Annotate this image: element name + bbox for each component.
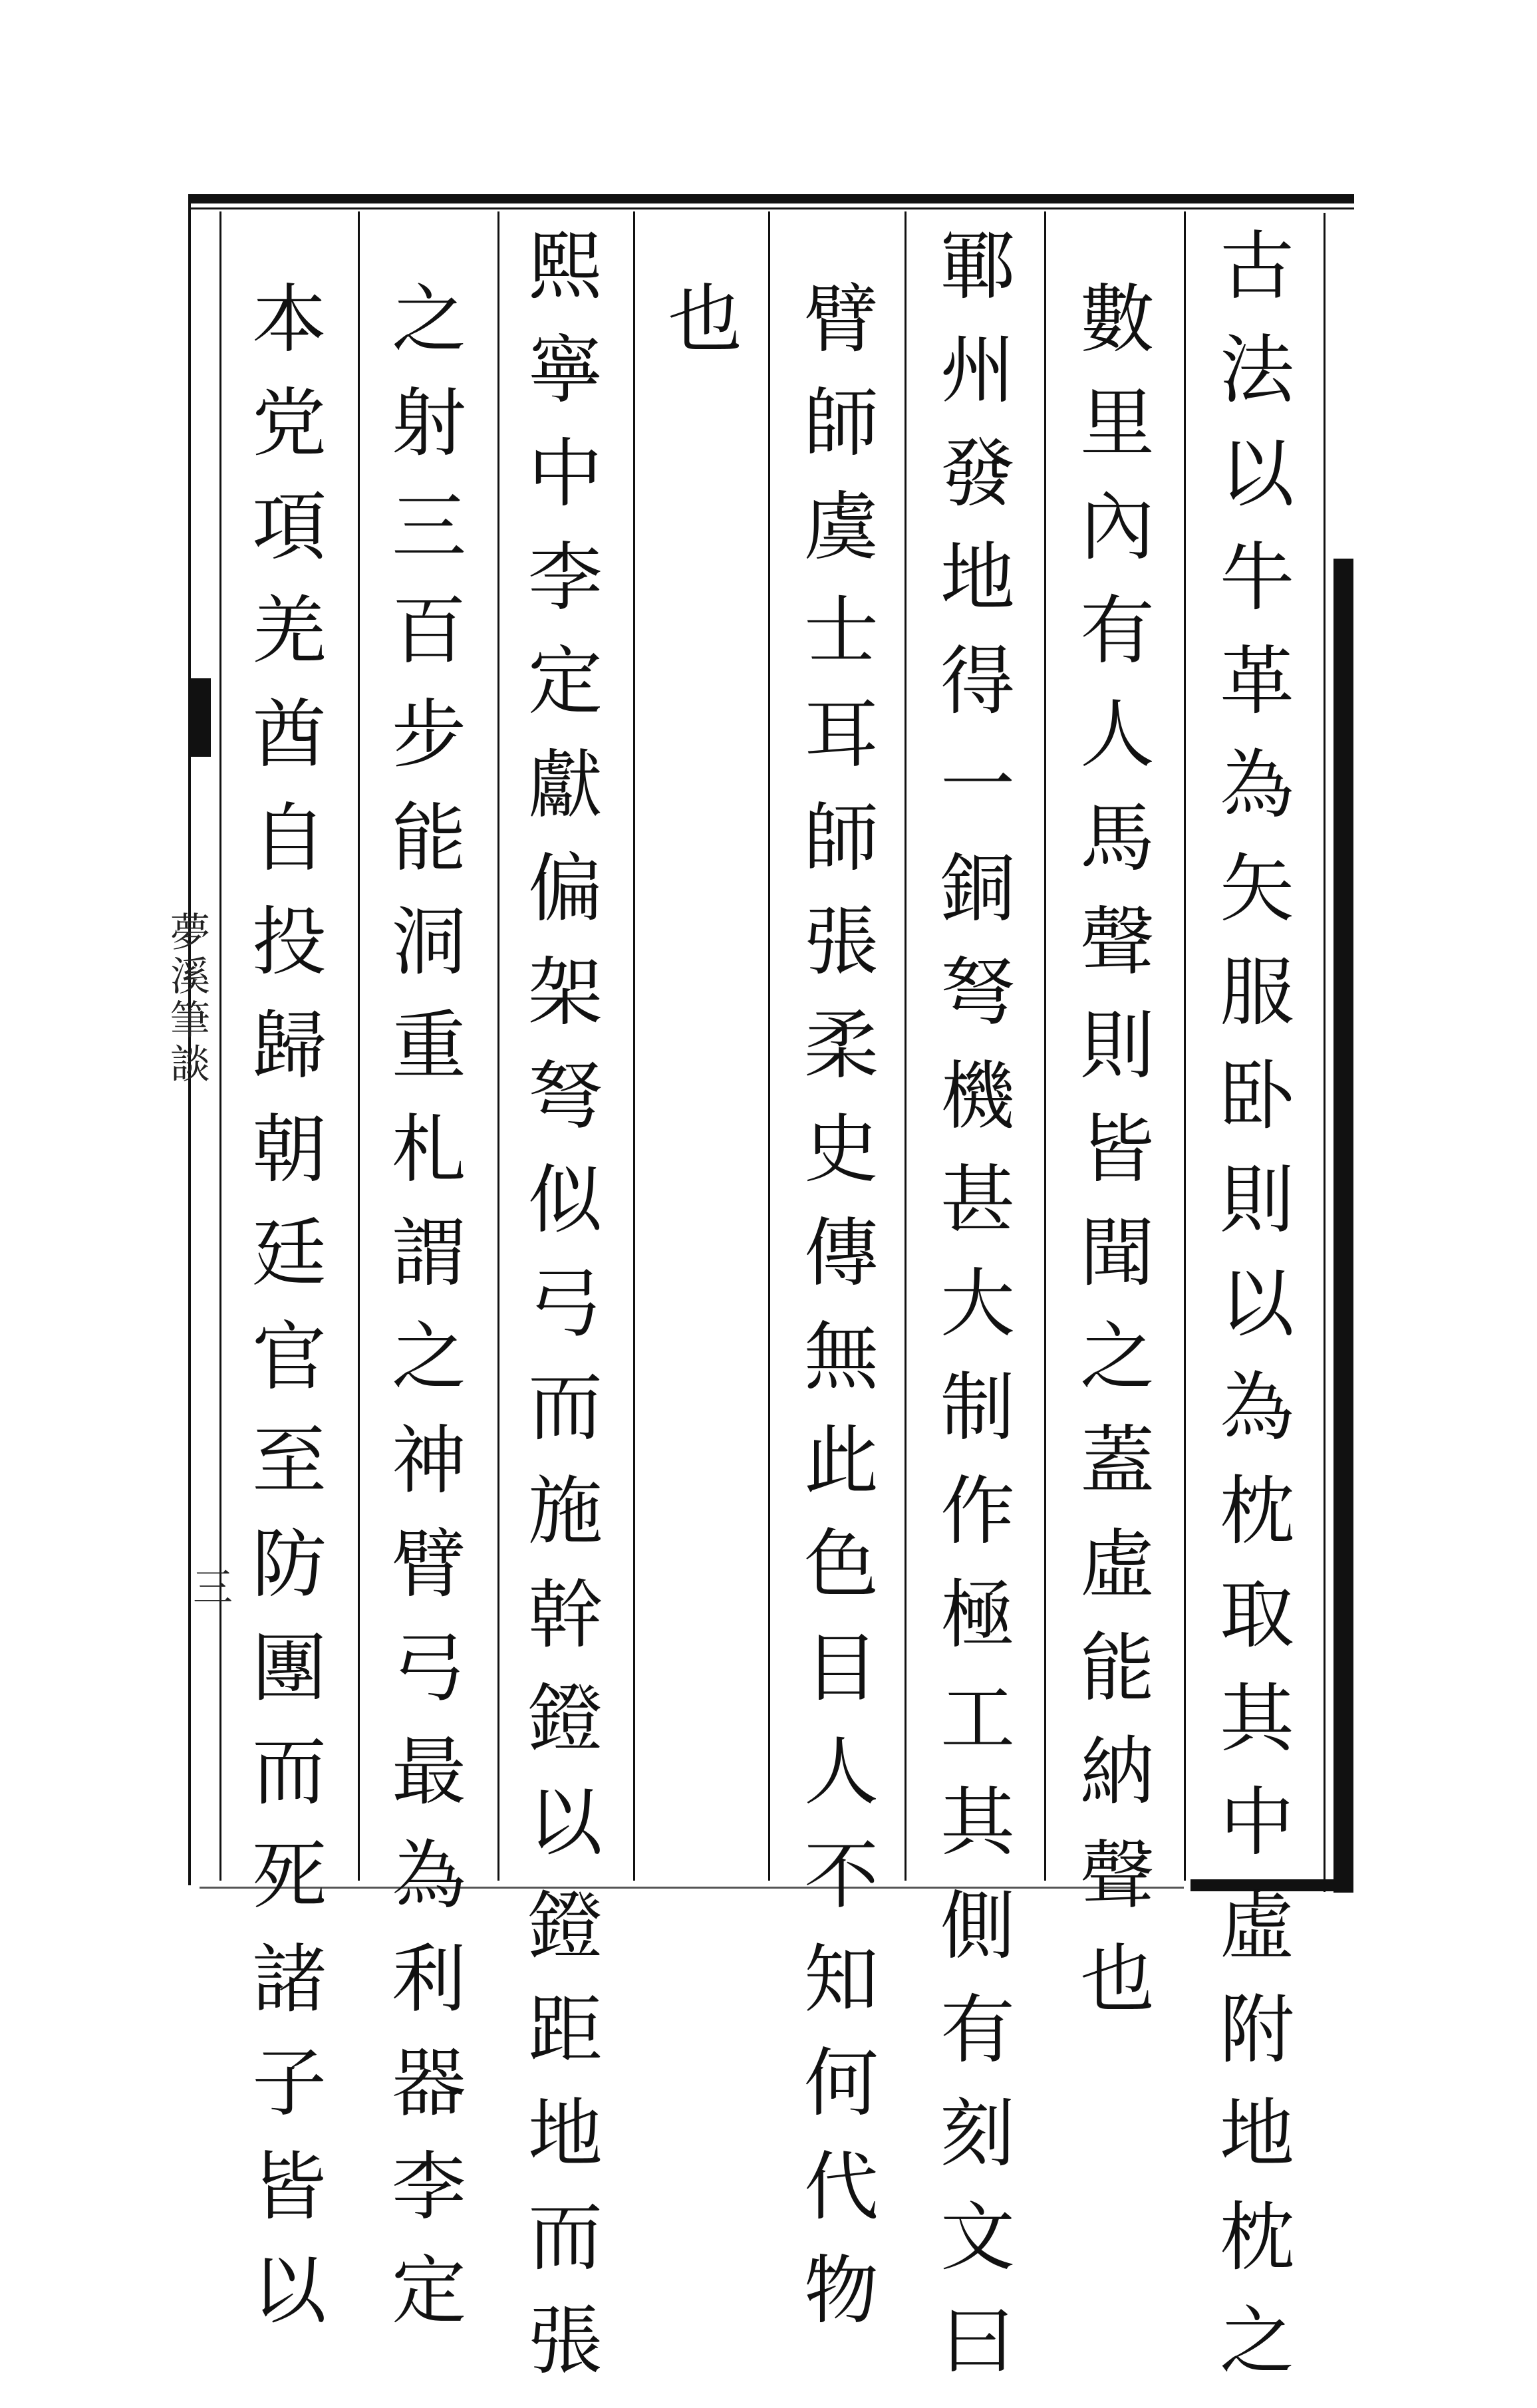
margin-title: 夢溪筆談 xyxy=(164,911,210,1087)
character: 則 xyxy=(1220,1157,1294,1244)
top-border xyxy=(188,194,1354,203)
character: 虞 xyxy=(804,484,879,571)
character: 發 xyxy=(940,431,1015,517)
character: 取 xyxy=(1220,1572,1294,1659)
character: 洞 xyxy=(392,899,466,986)
character: 師 xyxy=(804,795,879,882)
character: 之 xyxy=(392,1314,466,1401)
character: 弓 xyxy=(528,1261,603,1347)
character: 古 xyxy=(1220,223,1294,310)
character: 地 xyxy=(940,535,1015,621)
character: 李 xyxy=(392,2144,466,2230)
character: 為 xyxy=(1220,742,1294,829)
character: 卧 xyxy=(1220,1053,1294,1140)
character: 內 xyxy=(1080,484,1155,571)
character: 附 xyxy=(1220,1987,1294,2074)
character: 甚 xyxy=(940,1157,1015,1244)
character: 張 xyxy=(804,899,879,986)
character: 傳 xyxy=(804,1210,879,1297)
character: 而 xyxy=(528,1365,603,1451)
character: 大 xyxy=(940,1261,1015,1347)
column-divider xyxy=(905,211,907,1881)
character: 之 xyxy=(392,277,466,363)
character: 死 xyxy=(252,1833,327,1919)
text-column-1 xyxy=(1207,223,1307,2408)
character: 蓋 xyxy=(1080,1418,1155,1504)
character: 弩 xyxy=(940,950,1015,1036)
page-center-rule xyxy=(191,678,211,757)
character: 物 xyxy=(804,2248,879,2334)
character: 廷 xyxy=(252,1210,327,1297)
column-divider xyxy=(633,211,635,1881)
character: 皆 xyxy=(1080,1107,1155,1193)
character: 張 xyxy=(528,2298,603,2385)
character: 文 xyxy=(940,2195,1015,2281)
top-inner-border xyxy=(188,207,1354,209)
character: 鄆 xyxy=(940,223,1015,310)
character: 機 xyxy=(940,1053,1015,1140)
character: 朝 xyxy=(252,1107,327,1193)
character: 聲 xyxy=(1080,1833,1155,1919)
character: 其 xyxy=(1220,1676,1294,1762)
character: 獻 xyxy=(528,742,603,829)
character: 能 xyxy=(392,795,466,882)
column-divider xyxy=(1044,211,1046,1881)
character: 則 xyxy=(1080,1003,1155,1089)
column-divider xyxy=(1184,211,1186,1881)
character: 以 xyxy=(528,1780,603,1866)
bottom-dashed-edge xyxy=(200,1887,1184,1889)
character: 側 xyxy=(940,1883,1015,1970)
character: 本 xyxy=(252,277,327,363)
character: 刻 xyxy=(940,2091,1015,2177)
character: 地 xyxy=(1220,2091,1294,2177)
character: 有 xyxy=(1080,588,1155,674)
character: 熙 xyxy=(528,223,603,310)
character: 聲 xyxy=(1080,899,1155,986)
character: 師 xyxy=(804,380,879,467)
character: 似 xyxy=(528,1157,603,1244)
character: 有 xyxy=(940,1987,1015,2074)
character: 工 xyxy=(940,1676,1015,1762)
character: 極 xyxy=(940,1572,1015,1659)
character: 地 xyxy=(528,2091,603,2177)
text-column-8 xyxy=(239,277,339,2357)
character: 官 xyxy=(252,1314,327,1401)
character: 其 xyxy=(940,1780,1015,1866)
character: 得 xyxy=(940,638,1015,725)
character: 之 xyxy=(1080,1314,1155,1401)
character: 李 xyxy=(528,535,603,621)
character: 重 xyxy=(392,1003,466,1089)
text-column-2 xyxy=(1067,277,1167,2046)
character: 防 xyxy=(252,1522,327,1608)
character: 以 xyxy=(1220,431,1294,517)
character: 酋 xyxy=(252,692,327,778)
character: 也 xyxy=(668,277,742,363)
column-divider xyxy=(358,211,360,1881)
character: 知 xyxy=(804,1937,879,2023)
character: 而 xyxy=(528,2195,603,2281)
character: 鐙 xyxy=(528,1676,603,1762)
character: 里 xyxy=(1080,380,1155,467)
character: 弓 xyxy=(392,1625,466,1712)
character: 數 xyxy=(1080,277,1155,363)
character: 史 xyxy=(804,1107,879,1193)
character: 目 xyxy=(804,1625,879,1712)
character: 代 xyxy=(804,2144,879,2230)
character: 枕 xyxy=(1220,1468,1294,1555)
character: 札 xyxy=(392,1107,466,1193)
character: 寧 xyxy=(528,327,603,414)
character: 不 xyxy=(804,1833,879,1919)
character: 偏 xyxy=(528,846,603,932)
character: 神 xyxy=(392,1418,466,1504)
character: 至 xyxy=(252,1418,327,1504)
character: 士 xyxy=(804,588,879,674)
character: 而 xyxy=(252,1729,327,1815)
character: 中 xyxy=(528,431,603,517)
character: 中 xyxy=(1220,1780,1294,1866)
character: 投 xyxy=(252,899,327,986)
character: 柔 xyxy=(804,1003,879,1089)
character: 以 xyxy=(1220,1261,1294,1347)
character: 色 xyxy=(804,1522,879,1608)
text-column-7 xyxy=(379,277,479,2357)
column-divider xyxy=(219,211,221,1881)
character: 作 xyxy=(940,1468,1015,1555)
text-column-4 xyxy=(791,277,891,2357)
character: 虛 xyxy=(1080,1522,1155,1608)
character: 為 xyxy=(1220,1365,1294,1451)
character: 牛 xyxy=(1220,535,1294,621)
character: 步 xyxy=(392,692,466,778)
right-border-thick xyxy=(1333,559,1353,1893)
character: 定 xyxy=(528,638,603,725)
character: 馬 xyxy=(1080,795,1155,882)
character: 器 xyxy=(392,2040,466,2127)
right-border-thin xyxy=(1324,213,1326,1892)
character: 能 xyxy=(1080,1625,1155,1712)
character: 幹 xyxy=(528,1572,603,1659)
character: 定 xyxy=(392,2248,466,2334)
text-column-5 xyxy=(655,277,755,386)
character: 臂 xyxy=(392,1522,466,1608)
character: 銅 xyxy=(940,846,1015,932)
character: 臂 xyxy=(804,277,879,363)
character: 弩 xyxy=(528,1053,603,1140)
character: 羌 xyxy=(252,588,327,674)
character: 歸 xyxy=(252,1003,327,1089)
character: 一 xyxy=(940,742,1015,829)
character: 枕 xyxy=(1220,2195,1294,2281)
character: 法 xyxy=(1220,327,1294,414)
column-divider xyxy=(497,211,499,1881)
character: 虛 xyxy=(1220,1883,1294,1970)
character: 聞 xyxy=(1080,1210,1155,1297)
column-divider xyxy=(768,211,770,1881)
character: 之 xyxy=(1220,2298,1294,2385)
character: 架 xyxy=(528,950,603,1036)
character: 納 xyxy=(1080,1729,1155,1815)
character: 人 xyxy=(804,1729,879,1815)
character: 矢 xyxy=(1220,846,1294,932)
text-column-3 xyxy=(928,223,1028,2408)
character: 百 xyxy=(392,588,466,674)
character: 諸 xyxy=(252,1937,327,2023)
character: 子 xyxy=(252,2040,327,2127)
character: 謂 xyxy=(392,1210,466,1297)
character: 最 xyxy=(392,1729,466,1815)
character: 党 xyxy=(252,380,327,467)
character: 皆 xyxy=(252,2144,327,2230)
character: 曰 xyxy=(940,2298,1015,2385)
character: 州 xyxy=(940,327,1015,414)
character: 三 xyxy=(392,484,466,571)
character: 團 xyxy=(252,1625,327,1712)
page-number: 三 xyxy=(193,1565,233,1611)
character: 鐙 xyxy=(528,1883,603,1970)
character: 人 xyxy=(1080,692,1155,778)
character: 利 xyxy=(392,1937,466,2023)
text-column-6 xyxy=(515,223,615,2408)
character: 自 xyxy=(252,795,327,882)
character: 距 xyxy=(528,1987,603,2074)
character: 革 xyxy=(1220,638,1294,725)
character: 以 xyxy=(252,2248,327,2334)
character: 項 xyxy=(252,484,327,571)
character: 服 xyxy=(1220,950,1294,1036)
character: 無 xyxy=(804,1314,879,1401)
character: 施 xyxy=(528,1468,603,1555)
character: 何 xyxy=(804,2040,879,2127)
character: 制 xyxy=(940,1365,1015,1451)
character: 此 xyxy=(804,1418,879,1504)
character: 耳 xyxy=(804,692,879,778)
character: 為 xyxy=(392,1833,466,1919)
character: 也 xyxy=(1080,1937,1155,2023)
character: 射 xyxy=(392,380,466,467)
